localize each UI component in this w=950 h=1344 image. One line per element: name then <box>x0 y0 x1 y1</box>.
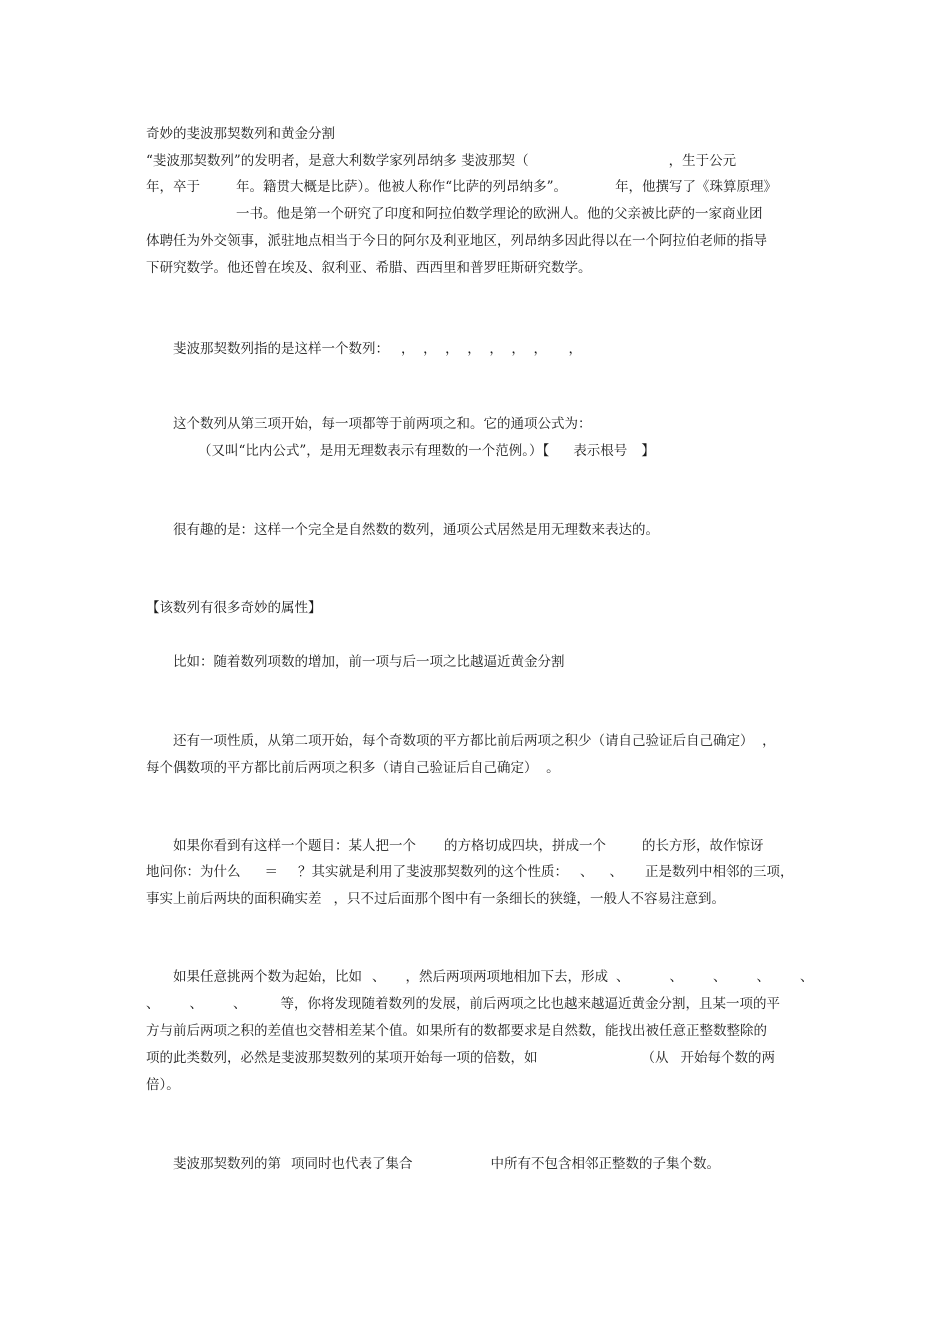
intro-text: 年，他撰写了《珠算原理》 <box>615 179 778 195</box>
formula-text: 】 <box>641 443 655 459</box>
general-text: 、 <box>713 969 727 985</box>
general-text: 、 <box>616 969 630 985</box>
puzzle-text: 事实上前后两块的面积确实差 <box>146 891 322 907</box>
puzzle-text: 地问你：为什么 <box>146 864 241 880</box>
sequence-text: 斐波那契数列指的是这样一个数列： <box>173 341 389 357</box>
general-text: 、 <box>372 969 386 985</box>
intro-text: 一书。他是第一个研究了印度和阿拉伯数学理论的欧洲人。他的父亲被比萨的一家商业团 <box>236 206 763 222</box>
formula-text: （又叫“比内公式”，是用无理数表示有理数的一个范例。）【 <box>198 443 550 459</box>
subset-text: 项同时也代表了集合 <box>291 1156 413 1172</box>
sequence-paragraph <box>173 339 582 359</box>
subset-text: 斐波那契数列的第 <box>173 1156 281 1172</box>
intro-text: 下研究数学。他还曾在埃及、叙利亚、希腊、西西里和普罗旺斯研究数学。 <box>146 260 592 276</box>
page-title: 奇妙的斐波那契数列和黄金分割 <box>146 126 335 142</box>
puzzle-text: ＝ <box>264 864 278 880</box>
general-text: 如果任意挑两个数为起始，比如 <box>173 969 362 985</box>
puzzle-text: 正是数列中相邻的三项， <box>645 864 794 880</box>
general-text: 开始每个数的两 <box>680 1050 775 1066</box>
sequence-commas: ， ， ， ， ， ， ， ， <box>401 341 582 357</box>
puzzle-text: 的长方形，故作惊讶 <box>642 838 764 854</box>
general-text: ，然后两项两项地相加下去，形成 <box>405 969 608 985</box>
puzzle-text: 如果你看到有这样一个题目：某人把一个 <box>173 838 416 854</box>
formula-text: 表示根号 <box>573 443 628 459</box>
general-text: 、 <box>756 969 770 985</box>
subset-text: 中所有不包含相邻正整数的子集个数。 <box>490 1156 720 1172</box>
puzzle-text: 的方格切成四块，拼成一个 <box>444 838 606 854</box>
general-text: 倍）。 <box>146 1077 180 1093</box>
interesting-paragraph: 很有趣的是：这样一个完全是自然数的数列，通项公式居然是用无理数来表达的。 <box>173 522 659 538</box>
general-text: 、 <box>669 969 683 985</box>
properties-heading: 【该数列有很多奇妙的属性】 <box>146 600 322 616</box>
subset-paragraph <box>173 1154 720 1174</box>
general-text: 、 <box>800 969 814 985</box>
square-text: 每个偶数项的平方都比前后两项之积多（请自己验证后自己确定） 。 <box>146 760 560 776</box>
intro-text: 年。籍贯大概是比萨）。他被人称作“比萨的列昂纳多”。 <box>236 179 568 195</box>
general-text: 方与前后两项之积的差值也交替相差某个值。如果所有的数都要求是自然数，能找出被任意正整数整除的 <box>146 1023 767 1039</box>
puzzle-text: 、 <box>580 864 594 880</box>
puzzle-text: 、 <box>609 864 623 880</box>
general-text: 、 <box>189 996 203 1012</box>
intro-text: 体聘任为外交领事，派驻地点相当于今日的阿尔及利亚地区，列昂纳多因此得以在一个阿拉伯老师的指导 <box>146 233 767 249</box>
intro-text: “斐波那契数列”的发明者，是意大利数学家列昂纳多 斐波那契（ <box>146 153 529 169</box>
puzzle-text: ，只不过后面那个图中有一条细长的狭缝，一般人不容易注意到。 <box>333 891 725 907</box>
general-text: 等，你将发现随着数列的发展，前后两项之比也越来越逼近黄金分割，且某一项的平 <box>280 996 780 1012</box>
general-text: 、 <box>233 996 247 1012</box>
general-text: （从 <box>641 1050 669 1066</box>
ratio-paragraph: 比如：随着数列项数的增加，前一项与后一项之比越逼近黄金分割 <box>173 654 565 670</box>
intro-text: ，生于公元 <box>668 153 737 169</box>
general-text: 、 <box>146 996 160 1012</box>
intro-text: 年，卒于 <box>146 179 200 195</box>
puzzle-text: ？其实就是利用了斐波那契数列的这个性质： <box>298 864 568 880</box>
square-text: 还有一项性质，从第二项开始，每个奇数项的平方都比前后两项之积少（请自己验证后自己确定） ， <box>173 733 776 749</box>
general-text: 项的此类数列，必然是斐波那契数列的某项开始每一项的倍数，如 <box>146 1050 538 1066</box>
formula-text: 这个数列从第三项开始，每一项都等于前两项之和。它的通项公式为： <box>173 416 592 432</box>
